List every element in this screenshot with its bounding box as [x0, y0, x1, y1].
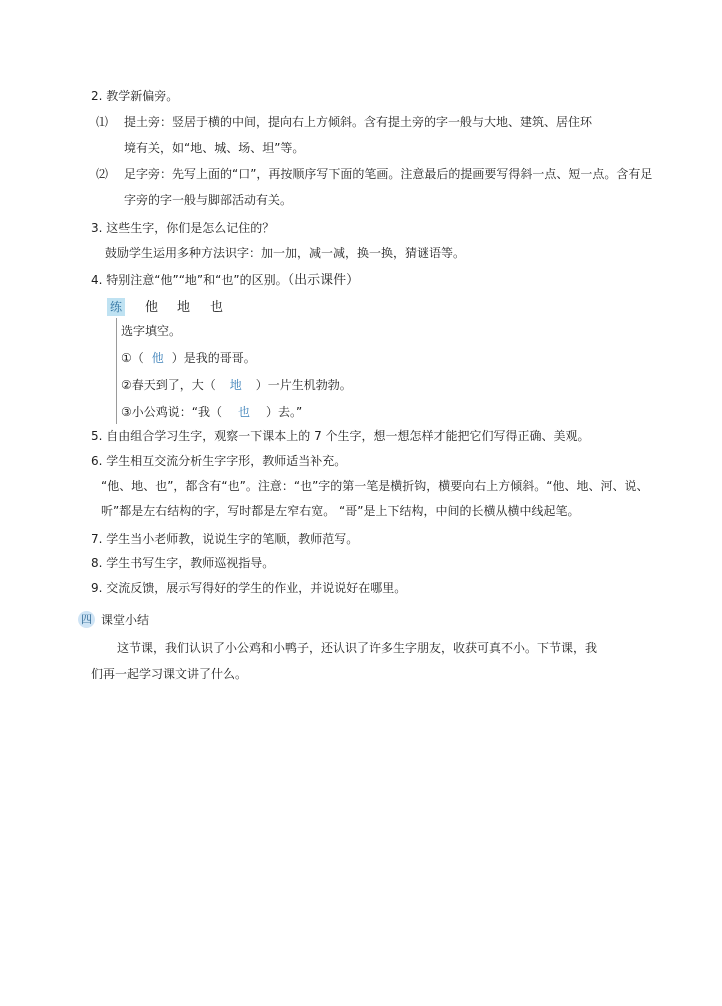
exercise-instruction: 选字填空。 [121, 324, 182, 338]
item-9-text: 9. 交流反馈，展示写得好的学生的作业，并说说好在哪里。 [91, 581, 407, 595]
item-7-text: 7. 学生当小老师教，说说生字的笔顺，教师范写。 [91, 532, 359, 546]
exercise-char-di: 地 [177, 300, 191, 315]
exercise-badge: 练 [107, 298, 125, 316]
item-4-courseware-note: （出示课件） [287, 273, 360, 288]
item-3-body: 鼓励学生运用多种方法识字：加一加，减一减，换一换，猜谜语等。 [105, 246, 466, 260]
exercise-bracket-line [116, 318, 117, 424]
q1-answer: 他 [151, 351, 164, 365]
item-4-title-text: 4. 特别注意“他”“地”和“也”的区别。 [91, 273, 288, 287]
q2-prefix: ②春天到了，大（ [121, 378, 216, 392]
item-2-point-2-number: ⑵ [96, 167, 109, 181]
section-4-title: 课堂小结 [101, 613, 150, 627]
item-4-title [91, 272, 359, 289]
q3-prefix: ③小公鸡说：“我（ [121, 405, 222, 419]
section-4-body-line-1: 这节课，我们认识了小公鸡和小鸭子，还认识了许多生字朋友，收获可真不小。下节课，我 [117, 641, 598, 655]
exercise-question-1 [121, 350, 256, 366]
item-2-point-1-number: ⑴ [96, 115, 109, 129]
q2-suffix: ）一片生机勃勃。 [255, 378, 352, 392]
item-6-line-1: “他、地、也”，都含有“也”。注意：“也”字的第一笔是横折钩，横要向右上方倾斜。“他、地、河、说、 [101, 479, 649, 493]
q3-answer: 也 [237, 405, 250, 419]
item-6-title: 6. 学生相互交流分析生字字形，教师适当补充。 [91, 454, 347, 468]
q1-suffix: ）是我的哥哥。 [171, 351, 256, 365]
q2-answer: 地 [229, 378, 242, 392]
item-2-title: 2. 教学新偏旁。 [91, 89, 179, 103]
q1-prefix: ①（ [121, 351, 144, 365]
item-8-text: 8. 学生书写生字，教师巡视指导。 [91, 556, 275, 570]
section-4-badge: 四 [78, 611, 95, 628]
exercise-question-3 [121, 404, 302, 420]
exercise-question-2 [121, 377, 352, 393]
item-2-point-1-line-2: 境有关，如“地、城、场、坦”等。 [124, 141, 305, 155]
exercise-char-ta-person: 他 [145, 300, 159, 315]
item-2-point-2-line-2: 字旁的字一般与脚部活动有关。 [124, 193, 293, 207]
item-2-point-1-line-1: 提土旁：竖居于横的中间，提向右上方倾斜。含有提土旁的字一般与大地、建筑、居住环 [124, 115, 593, 129]
item-5-text: 5. 自由组合学习生字，观察一下课本上的 7 个生字，想一想怎样才能把它们写得正确、美观。 [91, 429, 590, 443]
item-3-title: 3. 这些生字，你们是怎么记住的？ [91, 221, 275, 235]
section-4-body-line-2: 们再一起学习课文讲了什么。 [91, 667, 248, 681]
q3-suffix: ）去。” [265, 405, 303, 419]
exercise-char-ye: 也 [210, 300, 224, 315]
item-2-point-2-line-1: 足字旁：先写上面的“口”，再按顺序写下面的笔画。注意最后的提画要写得斜一点、短一点。含有足 [124, 167, 653, 181]
item-6-line-2: 听”都是左右结构的字，写时都是左窄右宽。 “哥”是上下结构，中间的长横从横中线起笔。 [101, 504, 580, 518]
